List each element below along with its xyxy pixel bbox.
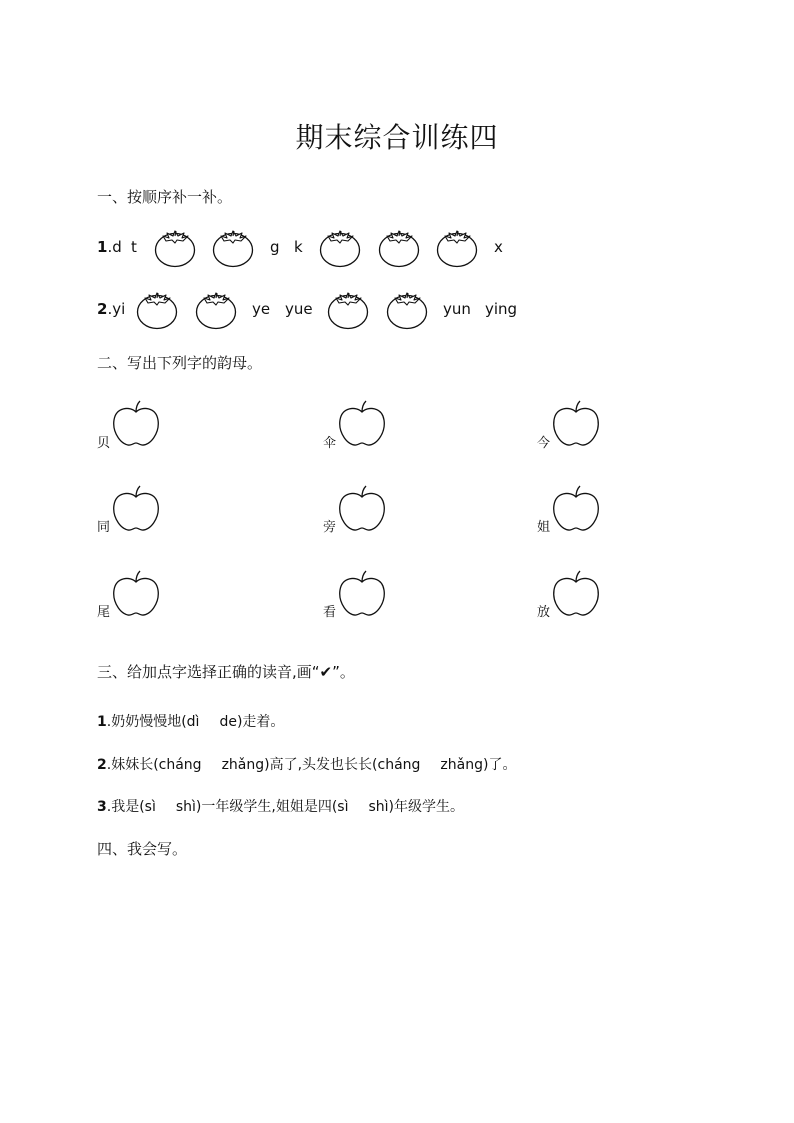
s3-q3-text-a: .我是(sì bbox=[106, 799, 156, 815]
char-tong: 同 bbox=[97, 520, 111, 535]
section4-heading: 四、我会写。 bbox=[97, 840, 188, 858]
char-bei: 贝 bbox=[97, 436, 111, 451]
s3-q2-text-a: .妹妹长(cháng bbox=[106, 757, 202, 773]
s3-q2-text-b: zhǎng)高了,头发也长长(cháng bbox=[221, 757, 421, 773]
apple-icon[interactable] bbox=[110, 570, 162, 618]
apple-icon[interactable] bbox=[336, 570, 388, 618]
s3-q3-text-b: shì)一年级学生,姐姐是四(sì bbox=[175, 799, 349, 815]
s3-q2-number: 2 bbox=[97, 757, 107, 773]
apple-icon[interactable] bbox=[110, 485, 162, 533]
apple-icon[interactable] bbox=[550, 570, 602, 618]
q2-item-yun: yun bbox=[443, 300, 471, 318]
char-san: 伞 bbox=[323, 436, 337, 451]
q1-number: 1 bbox=[97, 238, 108, 256]
q1-item-k: k bbox=[294, 238, 303, 256]
tomato-icon[interactable] bbox=[318, 227, 362, 269]
s3-q1-number: 1 bbox=[97, 714, 107, 730]
apple-icon[interactable] bbox=[550, 400, 602, 448]
q2-item-ying: ying bbox=[485, 300, 518, 318]
s3-q1-text-a: .奶奶慢慢地(dì bbox=[106, 714, 200, 730]
q1-start bbox=[97, 238, 122, 256]
char-jie: 姐 bbox=[537, 520, 551, 535]
s3-q3 bbox=[97, 796, 464, 816]
s3-q3-number: 3 bbox=[97, 799, 107, 815]
q2-item-ye: ye bbox=[252, 300, 271, 318]
char-kan: 看 bbox=[323, 605, 337, 620]
tomato-icon[interactable] bbox=[326, 289, 370, 331]
s3-q1 bbox=[97, 711, 284, 731]
q2-start bbox=[97, 300, 125, 318]
tomato-icon[interactable] bbox=[435, 227, 479, 269]
section1-heading: 一、按顺序补一补。 bbox=[97, 188, 233, 206]
tomato-icon[interactable] bbox=[153, 227, 197, 269]
apple-icon[interactable] bbox=[110, 400, 162, 448]
s3-q2-text-c: zhǎng)了。 bbox=[440, 757, 517, 773]
q2-number: 2 bbox=[97, 300, 108, 318]
char-pang: 旁 bbox=[323, 520, 337, 535]
tomato-icon[interactable] bbox=[194, 289, 238, 331]
q1-item-x: x bbox=[494, 238, 503, 256]
q1-item-g: g bbox=[270, 238, 280, 256]
tomato-icon[interactable] bbox=[135, 289, 179, 331]
q2-item-yi: .yi bbox=[107, 300, 126, 318]
tomato-icon[interactable] bbox=[211, 227, 255, 269]
q2-item-yue: yue bbox=[285, 300, 313, 318]
page-title: 期末综合训练四 bbox=[295, 121, 499, 154]
s3-q3-text-c: shì)年级学生。 bbox=[368, 799, 465, 815]
s3-q1-text-b: de)走着。 bbox=[219, 714, 285, 730]
apple-icon[interactable] bbox=[550, 485, 602, 533]
section3-heading: 三、给加点字选择正确的读音,画“✔”。 bbox=[97, 663, 355, 681]
q1-item-d: .d bbox=[107, 238, 122, 256]
apple-icon[interactable] bbox=[336, 485, 388, 533]
s3-q2 bbox=[97, 754, 516, 774]
tomato-icon[interactable] bbox=[377, 227, 421, 269]
char-jin: 今 bbox=[537, 436, 551, 451]
char-wei: 尾 bbox=[97, 605, 111, 620]
char-fang: 放 bbox=[537, 605, 551, 620]
tomato-icon[interactable] bbox=[385, 289, 429, 331]
apple-icon[interactable] bbox=[336, 400, 388, 448]
section2-heading: 二、写出下列字的韵母。 bbox=[97, 354, 263, 372]
q1-item-t: t bbox=[131, 238, 137, 256]
